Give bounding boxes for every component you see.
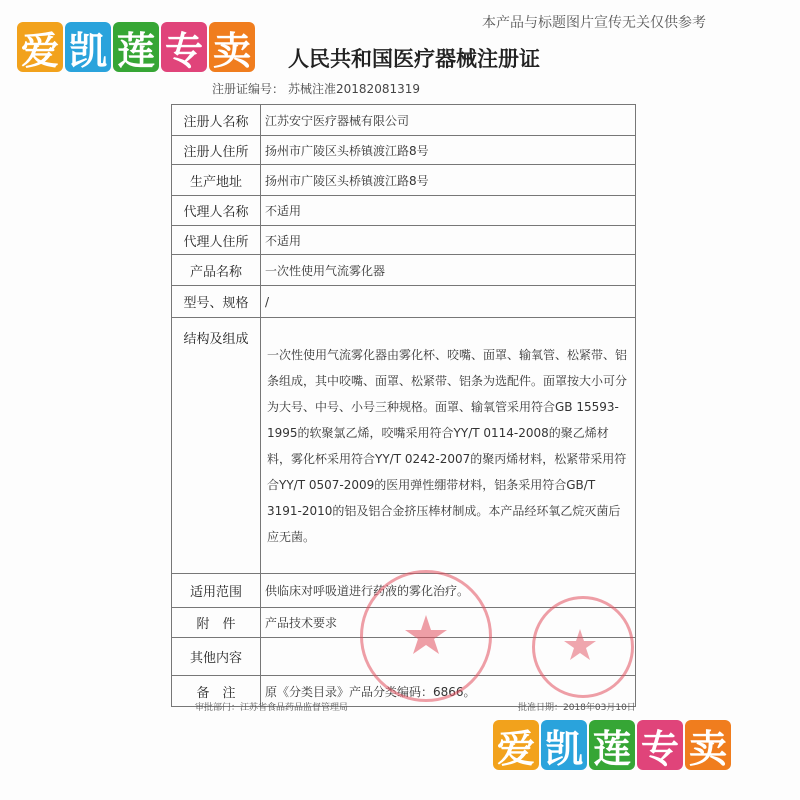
row-label: 适用范围 — [172, 574, 261, 608]
logo-char: 凯 — [65, 22, 111, 72]
disclaimer-text: 本产品与标题图片宣传无关仅供参考 — [482, 15, 706, 31]
row-value: 原《分类目录》产品分类编码：6866。 — [261, 676, 636, 707]
store-logo-bottom — [493, 720, 733, 770]
row-label: 型号、规格 — [172, 286, 261, 318]
row-label: 附 件 — [172, 608, 261, 638]
logo-char: 专 — [161, 22, 207, 72]
certificate-number — [212, 80, 424, 97]
row-value: 不适用 — [261, 226, 636, 255]
row-value: 一次性使用气流雾化器由雾化杯、咬嘴、面罩、输氧管、松紧带、铝条组成，其中咬嘴、面罩、松紧带、铝条为选配件。面罩按大小可分为大号、中号、小号三种规格。面罩、输氧管采用符合GB 15593-1995的软聚氯乙烯，咬嘴采用符合YY/T 0114-2008的聚乙烯材料，雾化杯采用符合YY/T 0242-2007的聚丙烯材料，松紧带采用符合YY/T 0507-2009的医用弹性绷带材料，铝条采用符合GB/T 3191-2010的铝及铝合金挤压棒材制成。本产品经环氧乙烷灭菌后应无菌。 — [261, 318, 636, 574]
row-value: 江苏安宁医疗器械有限公司 — [261, 105, 636, 136]
row-label: 代理人名称 — [172, 196, 261, 226]
approval-date: 批准日期：2018年03月10日 — [518, 703, 636, 713]
table-row — [172, 136, 636, 165]
logo-char: 凯 — [541, 720, 587, 770]
table-row — [172, 226, 636, 255]
seal-star-icon — [363, 573, 489, 699]
seal-star-icon — [535, 599, 631, 695]
row-value: 产品技术要求 — [261, 608, 636, 638]
row-value: / — [261, 286, 636, 318]
certificate-title: 人民共和国医疗器械注册证 — [288, 47, 540, 71]
row-value: 扬州市广陵区头桥镇渡江路8号 — [261, 165, 636, 196]
table-row — [172, 286, 636, 318]
row-label: 生产地址 — [172, 165, 261, 196]
certificate-number-value: 苏械注准20182081319 — [288, 82, 420, 96]
row-value: 扬州市广陵区头桥镇渡江路8号 — [261, 136, 636, 165]
row-label: 注册人名称 — [172, 105, 261, 136]
company-seal — [360, 570, 492, 702]
logo-char: 爱 — [17, 22, 63, 72]
issuing-authority: 审批部门：江苏省食品药品监督管理局 — [195, 703, 349, 713]
row-label: 注册人住所 — [172, 136, 261, 165]
table-row — [172, 165, 636, 196]
row-label: 其他内容 — [172, 638, 261, 676]
logo-char: 莲 — [589, 720, 635, 770]
table-row — [172, 196, 636, 226]
row-label: 结构及组成 — [172, 318, 261, 574]
table-row — [172, 255, 636, 286]
certificate-number-label: 注册证编号： — [212, 82, 285, 96]
logo-char: 卖 — [685, 720, 731, 770]
row-label: 备 注 — [172, 676, 261, 707]
row-value: 不适用 — [261, 196, 636, 226]
store-logo-top — [17, 22, 257, 72]
row-label: 代理人住所 — [172, 226, 261, 255]
table-row — [172, 318, 636, 574]
table-row — [172, 105, 636, 136]
row-value: 一次性使用气流雾化器 — [261, 255, 636, 286]
logo-char: 爱 — [493, 720, 539, 770]
logo-char: 莲 — [113, 22, 159, 72]
logo-char: 专 — [637, 720, 683, 770]
row-value: 供临床对呼吸道进行药液的雾化治疗。 — [261, 574, 636, 608]
row-label: 产品名称 — [172, 255, 261, 286]
logo-char: 卖 — [209, 22, 255, 72]
authority-seal — [532, 596, 634, 698]
